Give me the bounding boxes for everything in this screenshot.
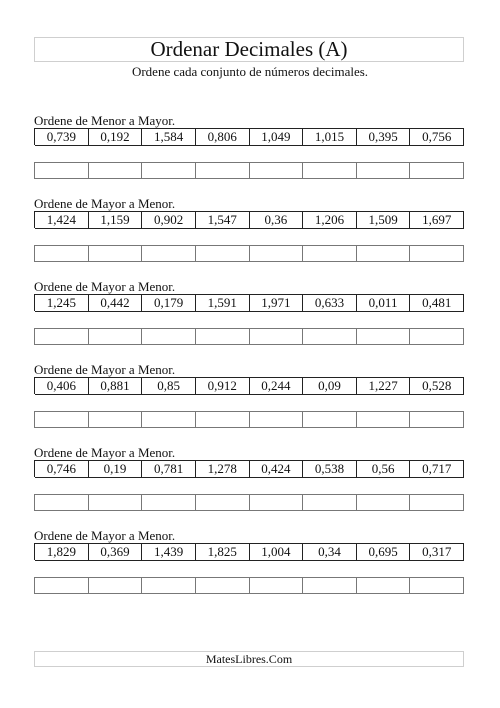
- number-cell: 1,584: [142, 129, 196, 146]
- number-cell: 0,56: [357, 461, 411, 478]
- answer-cell[interactable]: [303, 578, 357, 594]
- answer-cell[interactable]: [142, 495, 196, 511]
- number-cell: 0,317: [410, 544, 464, 561]
- answer-row: [34, 411, 464, 428]
- answer-cell[interactable]: [196, 163, 250, 179]
- number-cell: 1,278: [196, 461, 250, 478]
- problem-instruction: Ordene de Mayor a Menor.: [34, 279, 176, 294]
- number-row: [34, 543, 464, 560]
- problem-block: [34, 280, 464, 345]
- answer-cell[interactable]: [357, 329, 411, 345]
- number-cell: 0,011: [357, 295, 411, 312]
- number-cell: 0,912: [196, 378, 250, 395]
- number-cell: 0,09: [303, 378, 357, 395]
- answer-cell[interactable]: [303, 246, 357, 262]
- answer-cell[interactable]: [357, 578, 411, 594]
- problem-instruction: Ordene de Mayor a Menor.: [34, 362, 176, 377]
- answer-cell[interactable]: [35, 495, 89, 511]
- number-row: [34, 128, 464, 145]
- answer-cell[interactable]: [250, 495, 304, 511]
- problem-instruction: Ordene de Mayor a Menor.: [34, 528, 176, 543]
- footer: [34, 651, 464, 667]
- answer-cell[interactable]: [303, 495, 357, 511]
- number-cell: 0,481: [410, 295, 464, 312]
- answer-cell[interactable]: [303, 412, 357, 428]
- number-cell: 0,695: [357, 544, 411, 561]
- answer-cell[interactable]: [35, 578, 89, 594]
- number-cell: 1,004: [250, 544, 304, 561]
- number-cell: 0,806: [196, 129, 250, 146]
- number-cell: 0,192: [89, 129, 143, 146]
- answer-cell[interactable]: [142, 329, 196, 345]
- answer-cell[interactable]: [303, 329, 357, 345]
- problem-instruction: Ordene de Menor a Mayor.: [34, 113, 176, 128]
- answer-cell[interactable]: [142, 412, 196, 428]
- number-cell: 1,015: [303, 129, 357, 146]
- answer-row: [34, 162, 464, 179]
- answer-cell[interactable]: [35, 246, 89, 262]
- answer-cell[interactable]: [357, 163, 411, 179]
- answer-cell[interactable]: [89, 329, 143, 345]
- number-cell: 0,369: [89, 544, 143, 561]
- number-cell: 0,19: [89, 461, 143, 478]
- number-cell: 0,902: [142, 212, 196, 229]
- answer-cell[interactable]: [250, 578, 304, 594]
- answer-cell[interactable]: [35, 163, 89, 179]
- problem-block: [34, 114, 464, 179]
- number-row: [34, 294, 464, 311]
- number-cell: 0,746: [35, 461, 89, 478]
- number-cell: 0,424: [250, 461, 304, 478]
- number-cell: 0,36: [250, 212, 304, 229]
- answer-cell[interactable]: [250, 246, 304, 262]
- answer-cell[interactable]: [250, 412, 304, 428]
- answer-cell[interactable]: [410, 163, 464, 179]
- footer-text: MatesLibres.Com: [205, 651, 293, 666]
- answer-cell[interactable]: [196, 412, 250, 428]
- number-cell: 0,395: [357, 129, 411, 146]
- answer-cell[interactable]: [142, 246, 196, 262]
- problem-block: [34, 529, 464, 594]
- problem-instruction: Ordene de Mayor a Menor.: [34, 445, 176, 460]
- number-cell: 0,34: [303, 544, 357, 561]
- number-cell: 1,245: [35, 295, 89, 312]
- answer-cell[interactable]: [303, 163, 357, 179]
- answer-row: [34, 494, 464, 511]
- worksheet-subtitle: Ordene cada conjunto de números decimales.: [131, 64, 369, 79]
- answer-cell[interactable]: [357, 412, 411, 428]
- problem-block: [34, 446, 464, 511]
- number-cell: 1,424: [35, 212, 89, 229]
- answer-cell[interactable]: [142, 163, 196, 179]
- answer-row: [34, 328, 464, 345]
- answer-cell[interactable]: [410, 329, 464, 345]
- answer-cell[interactable]: [196, 578, 250, 594]
- number-cell: 1,049: [250, 129, 304, 146]
- answer-cell[interactable]: [196, 495, 250, 511]
- number-cell: 1,227: [357, 378, 411, 395]
- worksheet-title: [34, 37, 464, 62]
- number-cell: 0,881: [89, 378, 143, 395]
- answer-cell[interactable]: [89, 163, 143, 179]
- answer-row: [34, 577, 464, 594]
- answer-cell[interactable]: [35, 412, 89, 428]
- number-cell: 1,829: [35, 544, 89, 561]
- number-cell: 0,633: [303, 295, 357, 312]
- number-cell: 0,528: [410, 378, 464, 395]
- answer-cell[interactable]: [89, 246, 143, 262]
- answer-cell[interactable]: [410, 495, 464, 511]
- number-cell: 0,739: [35, 129, 89, 146]
- number-cell: 1,547: [196, 212, 250, 229]
- number-cell: 1,591: [196, 295, 250, 312]
- answer-row: [34, 245, 464, 262]
- number-cell: 1,509: [357, 212, 411, 229]
- number-row: [34, 377, 464, 394]
- number-cell: 0,538: [303, 461, 357, 478]
- answer-cell[interactable]: [35, 329, 89, 345]
- number-cell: 1,206: [303, 212, 357, 229]
- answer-cell[interactable]: [89, 578, 143, 594]
- number-cell: 0,179: [142, 295, 196, 312]
- number-row: [34, 211, 464, 228]
- number-cell: 0,781: [142, 461, 196, 478]
- answer-cell[interactable]: [196, 246, 250, 262]
- answer-cell[interactable]: [89, 412, 143, 428]
- number-cell: 1,159: [89, 212, 143, 229]
- number-cell: 0,756: [410, 129, 464, 146]
- number-cell: 0,244: [250, 378, 304, 395]
- answer-cell[interactable]: [250, 163, 304, 179]
- answer-cell[interactable]: [357, 246, 411, 262]
- problem-block: [34, 363, 464, 428]
- number-cell: 1,439: [142, 544, 196, 561]
- answer-cell[interactable]: [250, 329, 304, 345]
- number-cell: 0,717: [410, 461, 464, 478]
- number-cell: 0,85: [142, 378, 196, 395]
- number-cell: 0,406: [35, 378, 89, 395]
- problem-instruction: Ordene de Mayor a Menor.: [34, 196, 176, 211]
- number-cell: 1,971: [250, 295, 304, 312]
- answer-cell[interactable]: [196, 329, 250, 345]
- number-cell: 1,825: [196, 544, 250, 561]
- number-cell: 0,442: [89, 295, 143, 312]
- answer-cell[interactable]: [357, 495, 411, 511]
- number-row: [34, 460, 464, 477]
- answer-cell[interactable]: [142, 578, 196, 594]
- answer-cell[interactable]: [89, 495, 143, 511]
- answer-cell[interactable]: [410, 412, 464, 428]
- problem-block: [34, 197, 464, 262]
- answer-cell[interactable]: [410, 578, 464, 594]
- title-text: Ordenar Decimales (A): [150, 37, 348, 61]
- number-cell: 1,697: [410, 212, 464, 229]
- answer-cell[interactable]: [410, 246, 464, 262]
